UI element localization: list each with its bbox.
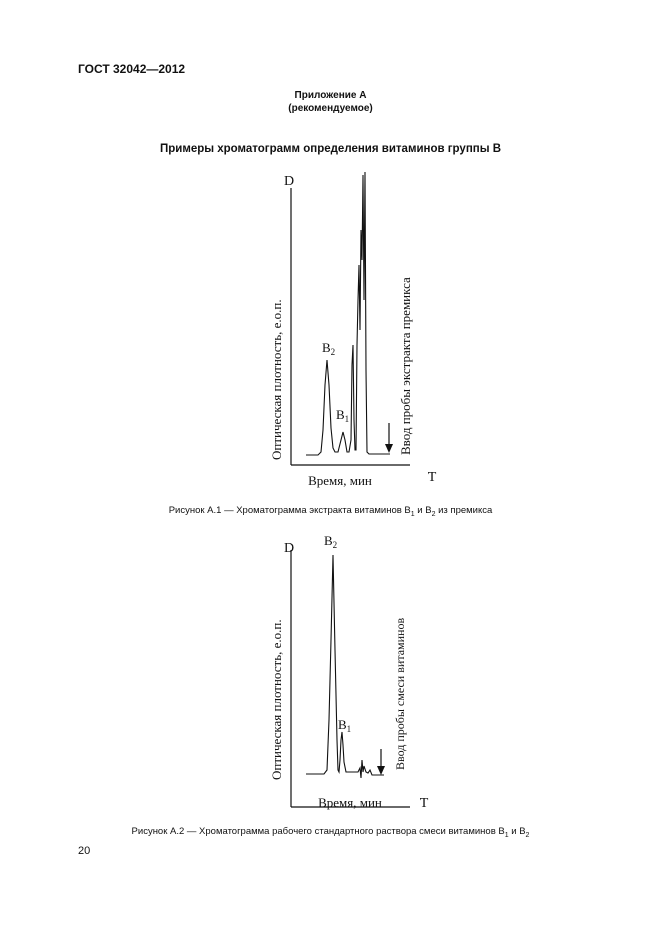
figure-1-caption: Рисунок А.1 — Хроматограмма экстракта витаминов $В_1$ и $В_2$ из премикса [168,505,493,518]
x-axis-label: Время, мин [308,473,372,488]
chromatogram-figure-1 [0,160,661,500]
peak-label-b1: $B_1$ [338,717,352,734]
injection-arrow-head [385,444,393,453]
page-number: 20 [78,845,91,857]
y-axis-label: Оптическая плотность, е.о.п. [269,299,284,460]
injection-annotation: Ввод пробы экстракта премикса [398,277,413,455]
x-axis-label: Время, мин [318,795,382,810]
figure-2-caption: Рисунок А.2 — Хроматограмма рабочего стандартного раствора смеси витаминов $В_1$ и $В_2$ [131,826,530,839]
chromatogram-figure-2 [0,525,661,825]
peak-label-b1: $B_1$ [336,407,350,424]
peak-label-b2: $B_2$ [322,340,336,357]
section-title: Примеры хроматограмм определения витаминов группы В [159,143,502,155]
chromatogram-trace [306,555,384,778]
axis-y-letter: D [283,174,295,189]
y-axis-label: Оптическая плотность, е.о.п. [269,619,284,780]
annex-title: Приложение А [294,90,367,101]
axis-x-letter: T [427,470,437,485]
injection-annotation: Ввод пробы смеси витаминов [393,617,407,770]
annex-status: (рекомендуемое) [288,103,373,114]
axis-y-letter: D [283,541,295,556]
axis-x-letter: T [419,796,429,811]
document-header: ГОСТ 32042—2012 [78,62,186,76]
injection-arrow-head [377,766,385,775]
chromatogram-trace [306,172,390,455]
peak-label-b2: $B_2$ [324,533,338,550]
